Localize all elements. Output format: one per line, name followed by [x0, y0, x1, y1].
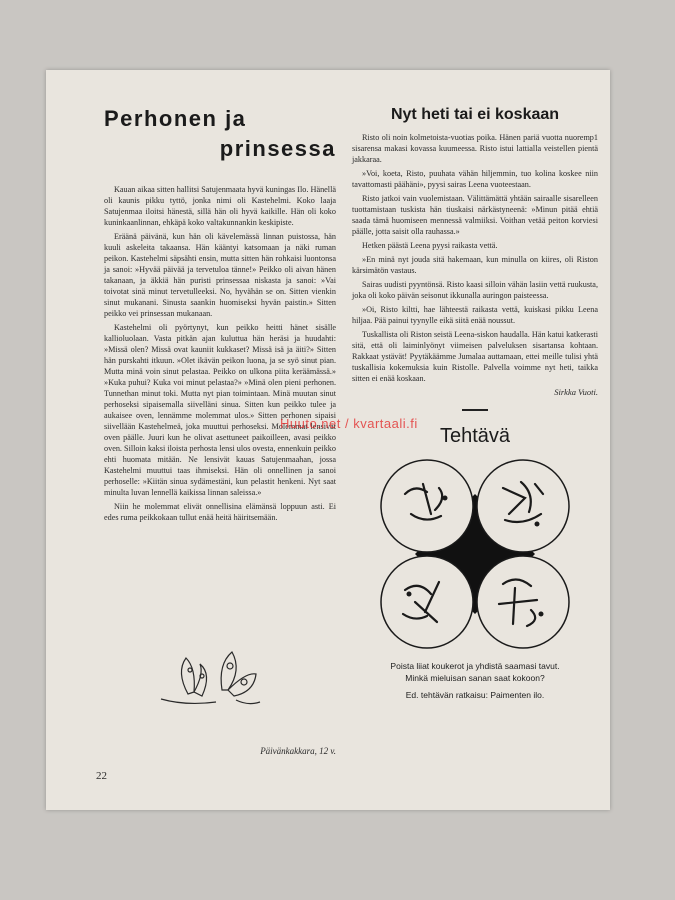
magazine-page	[46, 70, 610, 810]
right-story-body	[352, 132, 598, 384]
story-paragraph: Risto jatkoi vain vuolemistaan. Välittämättä yhtään sairaalle sisarelleen tuottamistaan tuskista hän tiuskaisi närkästyneenä: »Minun pitää ehtiä saada tämä huomiseen mennessä valmiiksi. Voithan vetää peiton korviesi päälle, jotta saisit olla rauhassa.»	[352, 194, 598, 236]
story-paragraph: Kastehelmi oli pyörtynyt, kun peikko heitti hänet sisälle kallioluolaan. Vasta pitkän ajan kuluttua hän heräsi ja huudahti: »Missä olen? Missä ovat kauniit kukkaset? Missä isä ja äiti?» Sitten hän purskahti itkuun. »Olet ikävän peikon luona, ja se syö sinut pian. Mutta minä voin sinut pelastaa. Peikko on ulkona piita keräämässä.» »Kuka puhui? Kuka voi minut pelastaa?» »Minä olen pieni perhonen. Tunnethan minut toki. Mutta nyt pian toimintaan. Minä muutan sinut perhoseksi sipaisemalla siivelläni sinua. Sitten kun peikko tulee ja aukaisee oven, lennämme molemmat ulos.» Sitten perhonen sipaisi siivellään Kastehelmeä, joka muuttui perhoseksi. Molemmat lensivät oven päälle. Juuri kun he olivat asettuneet paikoilleen, avasi peikko oven. Silloin kaksi iloista perhosta lensi ulos ovesta, ennenkuin peikko ehti huomata mitään. Ne lensivät kauas Satujenmaahan, jossa Kastehelmi muuttui taas ihmiseksi. Hän oli onnellinen ja sanoi perhoselle: »Kiitän sinua sydämestäni, kun pelastit henkeni. Nyt saat minulta luvan lennellä kaikissa linnan saleissa.»	[104, 323, 336, 497]
watermark: Huuto.net / kvartaali.fi	[280, 416, 418, 431]
butterflies-illustration	[156, 644, 266, 714]
story-paragraph: Risto oli noin kolmetoista-vuotias poika. Hänen pariä vuotta nuoremp1 sisarensa makasi kovassa kuumeessa. Risto istui lattialla veistellen pientä jakkaraa.	[352, 133, 598, 164]
story-paragraph: Hetken päästä Leena pyysi raikasta vettä.	[362, 241, 498, 250]
previous-answer: Ed. tehtävän ratkaisu: Paimenten ilo.	[405, 690, 545, 700]
right-story-title: Nyt heti tai ei koskaan	[390, 106, 560, 123]
story-title-line1: Perhonen ja	[104, 106, 247, 131]
page-number: 22	[96, 770, 107, 782]
story-paragraph: Tuskallista oli Riston seistä Leena-siskon haudalla. Hän katui katkerasti sitä, että oli laiminlyönyt viimeisen palveluksen sisartansa kohtaan. Rakkaat ystävät! Pyytäkäämme Jumalaa auttamaan, ettei meille tulisi yhtä tuskallisia kokemuksia kuin Ristolle. Palvella voimme nyt heti, taikka sitten ei enää koskaan.	[352, 330, 598, 383]
section-divider	[462, 409, 488, 411]
task-instructions	[352, 660, 598, 684]
story-paragraph: »Oi, Risto kiltti, hae lähteestä raikasta vettä, kuiskasi pikku Leena hiljaa. Pää painui tyynylle eikä siitä enää noussut.	[352, 305, 598, 325]
story-paragraph: Sairas uudisti pyyntönsä. Risto kaasi silloin vähän lasiin vettä ruukusta, joka oli koko päivän seisonut ikkunalla auringon paisteessa.	[352, 280, 598, 300]
left-column	[104, 106, 336, 526]
task-instruction-line1: Poista liiat koukerot ja yhdistä saamasi tavut.	[390, 661, 560, 671]
story-paragraph: Kauan aikaa sitten hallitsi Satujenmaata hyvä kuningas Ilo. Hänellä oli kaunis pikku tyttö, jonka nimi oli Kastehelmi. Koko laaja Satujenmaa iloitsi hänestä, sillä hän oli hyvä kaikille. Hän oli koko kuninkaanlinnan, ehkäpä koko valtakunnankin keskipiste.	[104, 185, 336, 227]
left-story-author: Päivänkakkara, 12 v.	[260, 746, 336, 756]
story-paragraph: »Voi, koeta, Risto, puuhata vähän hiljemmin, tuo kolina koskee niin tavattomasti päähäni», pyysi sairas Leena vuoteestaan.	[352, 169, 598, 189]
right-story-author: Sirkka Vuoti.	[554, 387, 598, 397]
story-title-line2: prinsessa	[219, 136, 336, 161]
puzzle-figure	[375, 454, 575, 654]
story-paragraph: »En minä nyt jouda sitä hakemaan, kun minulla on kiires, oli Riston kärsimätön vastaus.	[352, 255, 598, 275]
task-instruction-line2: Minkä mieluisan sanan saat kokoon?	[405, 673, 545, 683]
story-body	[104, 184, 336, 523]
task-title: Tehtävä	[439, 425, 511, 447]
story-paragraph: Niin he molemmat elivät onnellisina elämänsä loppuun asti. Ei edes ruma peikkokaan tullut enää heitä häiritsemään.	[104, 502, 336, 522]
right-column	[352, 106, 598, 700]
story-paragraph: Eräänä päivänä, kun hän oli kävelemässä linnan puistossa, hän kuuli askeleita takaansa. Hän kääntyi katsomaan ja näki ruman peikon. Kastehelmi säpsähti ensin, mutta sitten hän rohkaisi luontonsa ja sanoi: »Hyvää päivää ja tervetuloa tänne!» Peikko oli aivan hänen takanaan, ja äkkiä hän puristi prinsessaa niskasta ja sanoi: »Vai toivotat sinä minut tervetulleeksi. No, hyvähän se on. Sitten vienkin sinut mukanani. Sinusta saankin huomiseksi hyvän paistin.» Sitten peikko vei prinsessan mukanaan.	[104, 232, 336, 318]
